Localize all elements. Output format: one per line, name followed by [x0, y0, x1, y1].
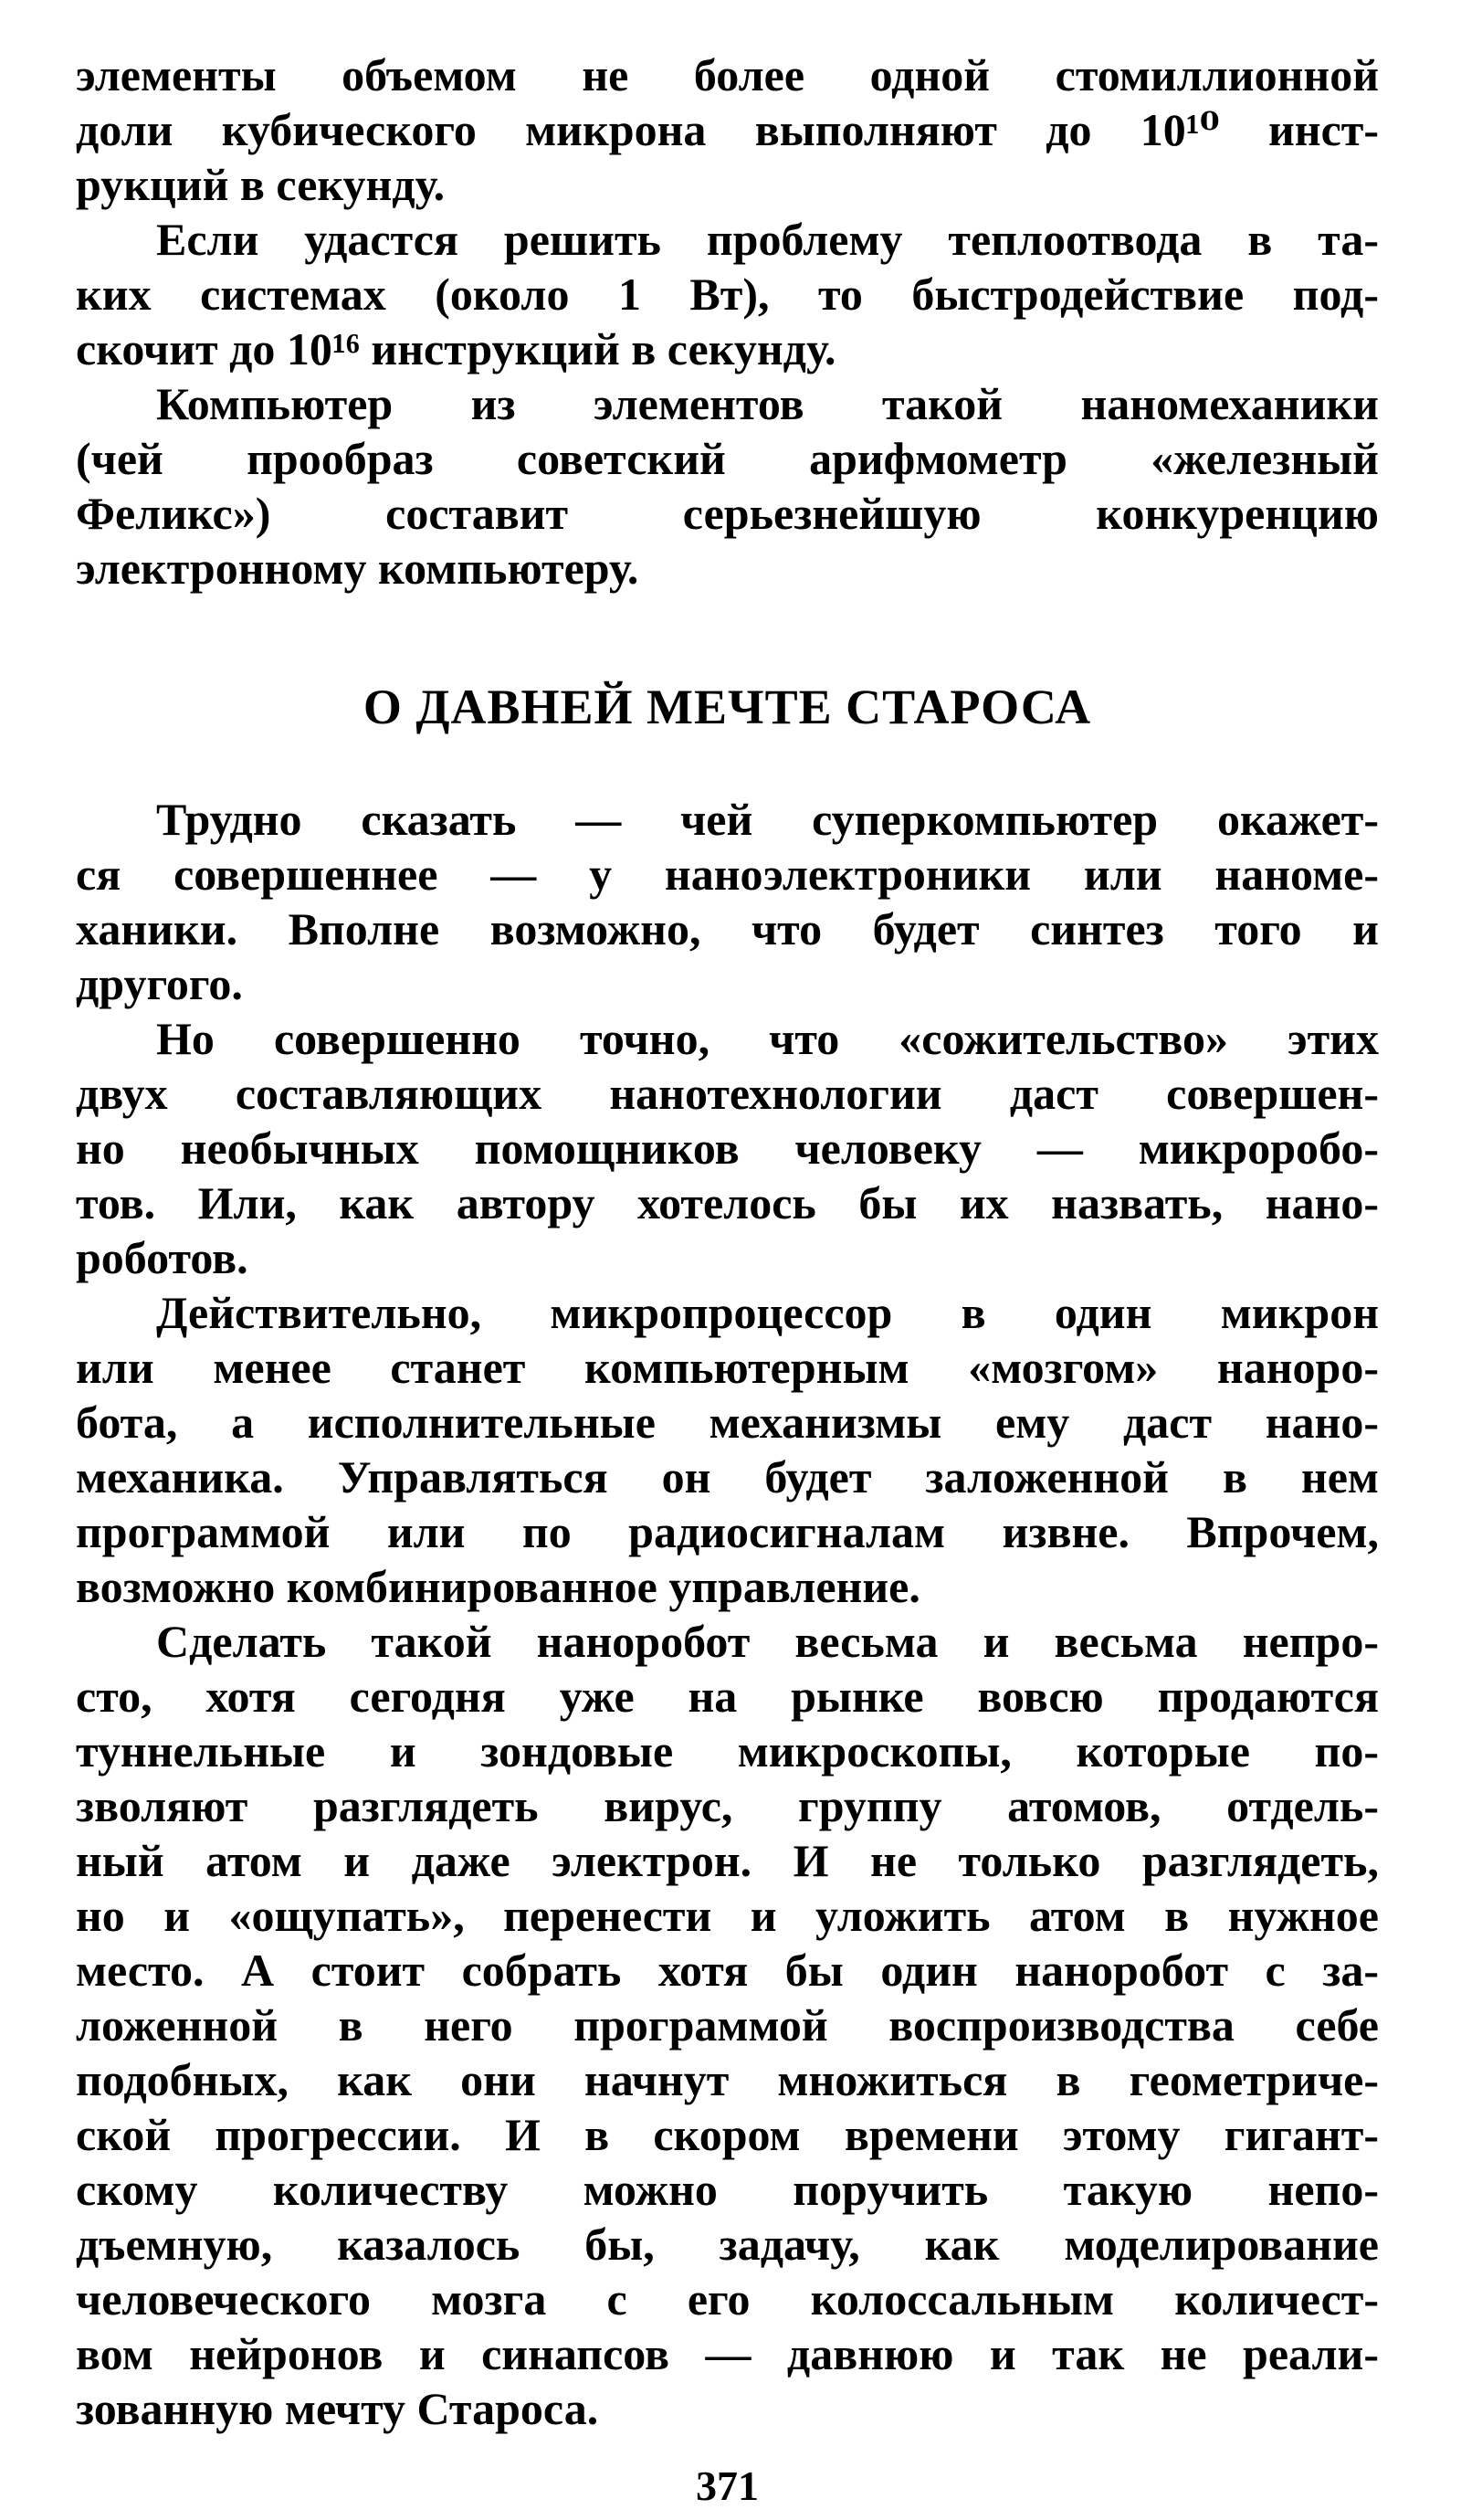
text-line: бота, а исполнительные механизмы ему даст нано-: [76, 1397, 1379, 1448]
text-line: ся совершеннее — у наноэлектроники или наноме-: [76, 849, 1379, 900]
text-line: Феликс») составит серьезнейшую конкуренцию: [76, 488, 1379, 539]
text-line: зволяют разглядеть вирус, группу атомов, отдель-: [76, 1780, 1379, 1831]
text-line: тов. Или, как автору хотелось бы их назвать, нано-: [76, 1177, 1379, 1228]
text-line: доли кубического микрона выполняют до 10¹⁰ инст-: [76, 104, 1379, 155]
text-line: скому количеству можно поручить такую непо-: [76, 2164, 1379, 2215]
text-line: зованную мечту Староса.: [76, 2383, 599, 2434]
text-line: роботов.: [76, 1232, 248, 1283]
text-line: ких системах (около 1 Вт), то быстродействие под-: [76, 269, 1379, 320]
text-line: но и «ощупать», перенести и уложить атом в нужное: [76, 1890, 1379, 1941]
text-line: программой или по радиосигналам извне. Впрочем,: [76, 1506, 1379, 1557]
text-line: двух составляющих нанотехнологии даст совершен-: [76, 1068, 1379, 1119]
text-line: Действительно, микропроцессор в один микрон: [156, 1287, 1379, 1338]
text-line: ской прогрессии. И в скором времени этому гигант-: [76, 2109, 1379, 2160]
text-line: место. А стоит собрать хотя бы один наноробот с за-: [76, 1945, 1379, 1996]
text-line: или менее станет компьютерным «мозгом» наноро-: [76, 1342, 1379, 1393]
text-line: сто, хотя сегодня уже на рынке вовсю продаются: [76, 1671, 1379, 1722]
text-line: Сделать такой наноробот весьма и весьма непро-: [156, 1616, 1379, 1667]
text-line: Но совершенно точно, что «сожительство» этих: [156, 1013, 1379, 1064]
text-line: рукций в секунду.: [76, 159, 446, 210]
text-line: подобных, как они начнут множиться в геометриче-: [76, 2054, 1379, 2105]
text-line: человеческого мозга с его колоссальным количест-: [76, 2273, 1379, 2325]
text-line: но необычных помощников человеку — микроробо-: [76, 1123, 1379, 1174]
text-line: ханики. Вполне возможно, что будет синтез того и: [76, 903, 1379, 954]
text-line: (чей прообраз советский арифмометр «железный: [76, 433, 1379, 484]
text-line: туннельные и зондовые микроскопы, которые по-: [76, 1725, 1379, 1777]
text-line: механика. Управляться он будет заложенной в нем: [76, 1451, 1379, 1503]
page-number: 371: [696, 2462, 759, 2509]
text-line: возможно комбинированное управление.: [76, 1561, 920, 1612]
text-line: вом нейронов и синапсов — давнюю и так не реали-: [76, 2328, 1379, 2379]
page-text: [76, 47, 1379, 2515]
text-line: дъемную, казалось бы, задачу, как моделирование: [76, 2219, 1379, 2270]
text-line: электронному компьютеру.: [76, 543, 639, 594]
text-line: элементы объемом не более одной стомиллионной: [76, 49, 1379, 100]
text-line: Компьютер из элементов такой наномеханики: [156, 378, 1379, 429]
text-line: ложенной в него программой воспроизводства себе: [76, 1999, 1379, 2051]
text-line: Трудно сказать — чей суперкомпьютер окажет-: [156, 794, 1379, 845]
section-heading: О ДАВНЕЙ МЕЧТЕ СТАРОСА: [363, 680, 1092, 734]
text-line: другого.: [76, 958, 243, 1009]
text-line: ный атом и даже электрон. И не только разглядеть,: [76, 1835, 1379, 1886]
text-line: скочит до 10¹⁶ инструкций в секунду.: [76, 323, 836, 374]
text-line: Если удастся решить проблему теплоотвода в та-: [156, 214, 1379, 265]
